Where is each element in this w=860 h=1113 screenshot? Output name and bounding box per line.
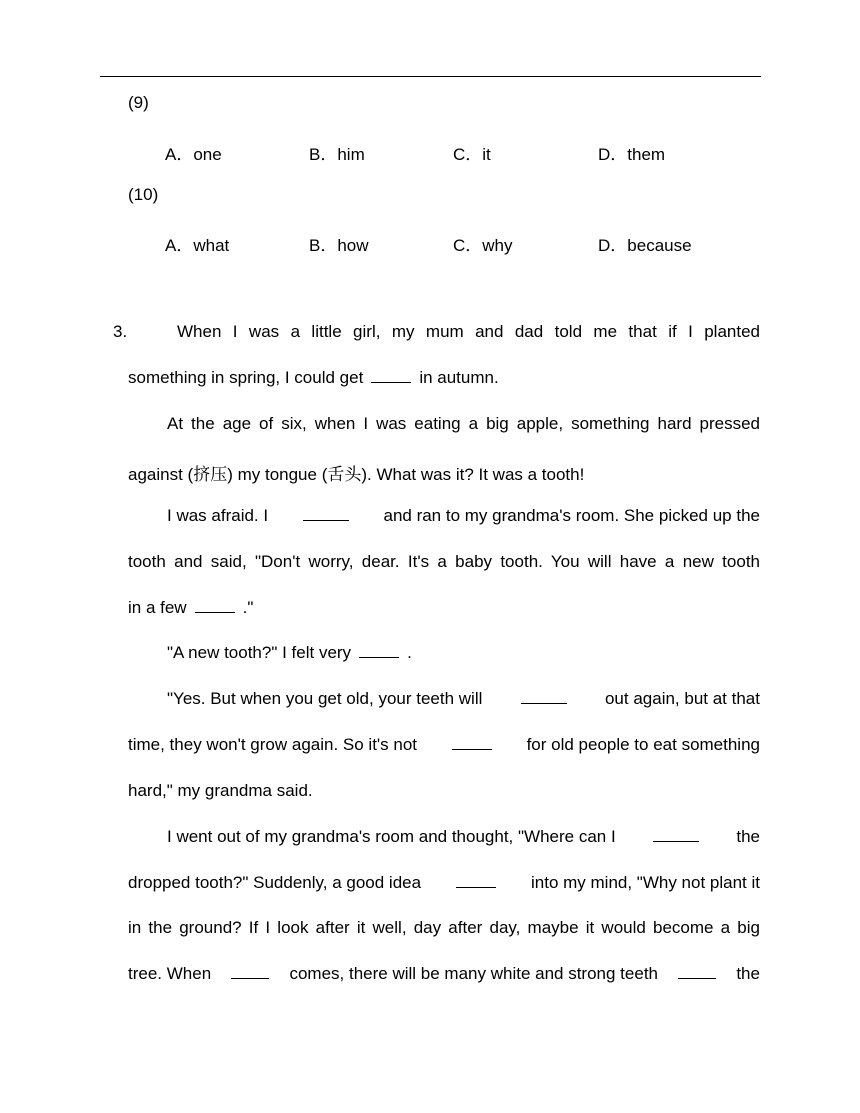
passage-line-9 — [167, 689, 760, 709]
answer-blank[interactable] — [371, 368, 411, 383]
answer-blank[interactable] — [303, 506, 349, 521]
answer-blank[interactable] — [452, 735, 492, 750]
text-run: comes, there will be many white and strong teeth — [289, 964, 658, 983]
passage-line-11: hard," my grandma said. — [128, 781, 313, 800]
chinese-gloss: 舌头 — [327, 465, 362, 485]
text-run: ). What was it? It was a tooth! — [361, 465, 585, 484]
text-run: in autumn. — [419, 368, 499, 387]
passage-line-1: When I was a little girl, my mum and dad told me that if I planted — [177, 322, 760, 341]
text-run: I was afraid. I — [167, 506, 269, 525]
question-10-number: (10) — [128, 185, 159, 204]
option-text: it — [482, 145, 491, 164]
passage-line-8 — [167, 643, 412, 663]
text-run: . — [407, 643, 412, 662]
text-run: "A new tooth?" I felt very — [167, 643, 352, 662]
answer-blank[interactable] — [231, 964, 269, 979]
text-run: the — [736, 964, 760, 983]
text-run: "Yes. But when you get old, your teeth will — [167, 689, 483, 708]
text-run: tree. When — [128, 964, 212, 983]
passage-number: 3. — [113, 322, 128, 341]
chinese-gloss: 挤压 — [193, 465, 228, 485]
answer-blank[interactable] — [678, 964, 716, 979]
text-run: something in spring, I could get — [128, 368, 364, 387]
text-run: for old people to eat something — [526, 735, 760, 754]
question-9-number: (9) — [128, 93, 149, 112]
option-letter: D． — [598, 145, 628, 164]
q10-option-d[interactable] — [598, 231, 692, 256]
text-run: ." — [242, 598, 254, 617]
text-run: I went out of my grandma's room and thought, "Where can I — [167, 827, 616, 846]
passage-line-12 — [167, 827, 760, 847]
option-text: how — [337, 236, 369, 255]
passage-line-6: tooth and said, "Don't worry, dear. It's a baby tooth. You will have a new tooth — [128, 552, 760, 571]
answer-blank[interactable] — [456, 873, 496, 888]
passage-line-3: At the age of six, when I was eating a big apple, something hard pressed — [167, 414, 760, 433]
text-run: out again, but at that — [604, 689, 760, 708]
text-run: against ( — [128, 465, 194, 484]
passage-line-15 — [128, 964, 760, 984]
option-letter: D． — [598, 236, 628, 255]
header-rule — [100, 76, 761, 77]
passage-line-13 — [128, 873, 760, 893]
option-text: him — [337, 145, 365, 164]
passage-line-10 — [128, 735, 760, 755]
text-run: and ran to my grandma's room. She picked up the — [383, 506, 760, 525]
passage-line-14: in the ground? If I look after it well, day after day, maybe it would become a big — [128, 918, 760, 937]
passage-line-7 — [128, 598, 253, 618]
text-run: the — [736, 827, 760, 846]
answer-blank[interactable] — [521, 689, 567, 704]
q9-option-b[interactable] — [309, 140, 365, 165]
option-letter: A． — [165, 145, 194, 164]
option-text: why — [482, 236, 513, 255]
q10-option-c[interactable] — [453, 231, 513, 256]
option-letter: C． — [453, 236, 483, 255]
answer-blank[interactable] — [195, 598, 235, 613]
option-letter: B． — [309, 236, 338, 255]
text-run: dropped tooth?" Suddenly, a good idea — [128, 873, 422, 892]
option-text: because — [627, 236, 692, 255]
passage-line-2 — [128, 368, 499, 388]
text-run: ) my tongue ( — [227, 465, 328, 484]
option-text: one — [193, 145, 222, 164]
option-letter: A． — [165, 236, 194, 255]
q9-option-c[interactable] — [453, 140, 491, 165]
text-run: in a few — [128, 598, 187, 617]
text-run: time, they won't grow again. So it's not — [128, 735, 418, 754]
q10-option-a[interactable] — [165, 231, 229, 256]
q10-option-b[interactable] — [309, 231, 369, 256]
option-text: what — [193, 236, 230, 255]
option-letter: B． — [309, 145, 338, 164]
answer-blank[interactable] — [653, 827, 699, 842]
text-run: into my mind, "Why not plant it — [530, 873, 760, 892]
answer-blank[interactable] — [359, 643, 399, 658]
option-text: them — [627, 145, 666, 164]
q9-option-d[interactable] — [598, 140, 665, 165]
q9-option-a[interactable] — [165, 140, 222, 165]
passage-line-4 — [128, 460, 584, 485]
passage-line-5 — [167, 506, 760, 526]
option-letter: C． — [453, 145, 483, 164]
